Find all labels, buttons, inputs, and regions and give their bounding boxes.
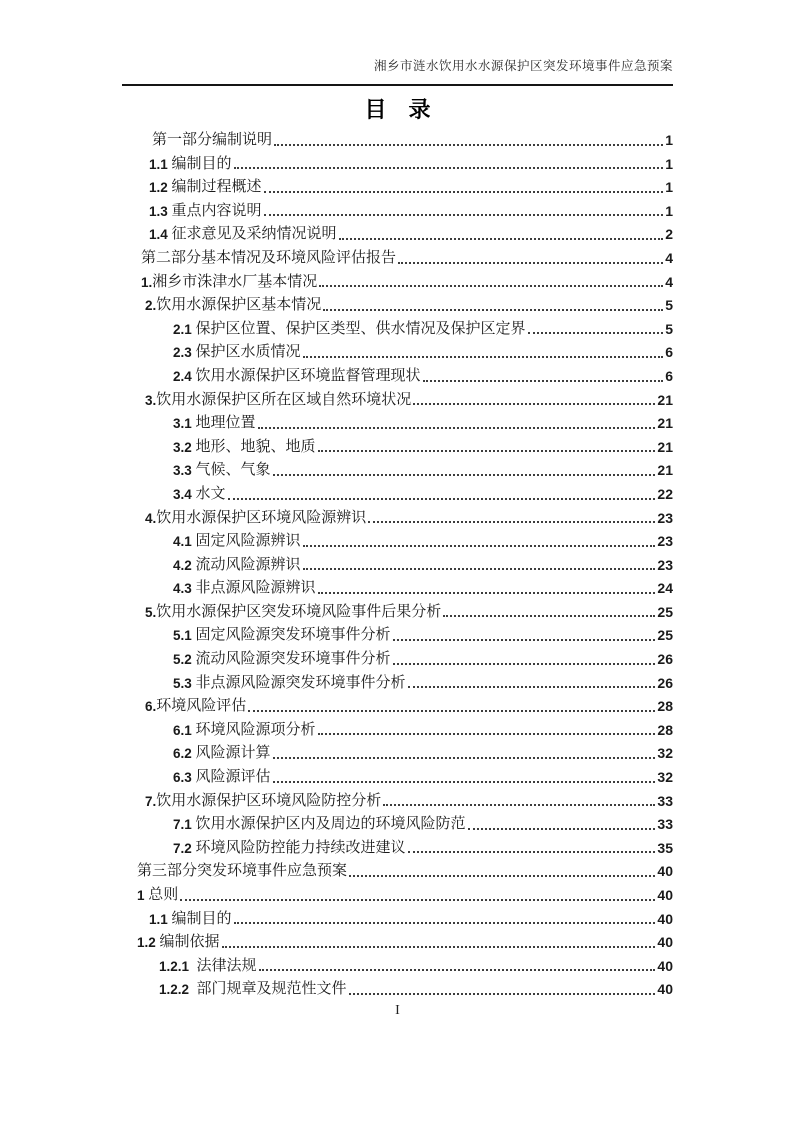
toc-entry-page: 1 xyxy=(665,179,673,196)
toc-entry-number: 3.1 xyxy=(173,416,196,432)
header-divider-line xyxy=(122,84,673,86)
toc-entry-number: 6.2 xyxy=(173,746,196,762)
toc-entry-label: 重点内容说明 xyxy=(171,202,262,219)
toc-entry[interactable] xyxy=(122,554,673,578)
running-header-title: 湘乡市涟水饮用水水源保护区突发环境事件应急预案 xyxy=(373,59,673,73)
dot-leader xyxy=(178,884,657,908)
toc-entry[interactable] xyxy=(122,719,673,743)
toc-entry-number: 5.2 xyxy=(173,652,196,668)
dot-leader xyxy=(347,978,658,1002)
toc-entry[interactable] xyxy=(122,530,673,554)
toc-entry-page: 23 xyxy=(657,533,673,550)
toc-entry-label: 风险源评估 xyxy=(195,769,271,786)
toc-entry-number: 2.4 xyxy=(173,368,196,384)
toc-entry[interactable] xyxy=(122,365,673,389)
toc-entry-number: 1.2 xyxy=(149,180,172,196)
toc-entry-number: 5.1 xyxy=(173,628,196,644)
toc-entry-label: 环境风险防控能力持续改进建议 xyxy=(195,839,406,856)
dot-leader xyxy=(526,318,666,342)
toc-entry-number: 1.2.1 xyxy=(159,958,197,974)
toc-entry-page: 1 xyxy=(665,132,673,148)
toc-entry-number: 3.3 xyxy=(173,463,196,479)
toc-entry-number: 6. xyxy=(145,699,157,715)
dot-leader xyxy=(366,507,657,531)
toc-list xyxy=(122,129,673,1002)
toc-entry-number: 5. xyxy=(145,604,157,620)
toc-entry-page: 40 xyxy=(657,910,673,927)
dot-leader xyxy=(226,483,658,507)
toc-entry-label: 流动风险源辨识 xyxy=(195,556,301,573)
toc-entry-label: 保护区水质情况 xyxy=(195,344,301,361)
toc-entry-label: 法律法规 xyxy=(196,957,257,974)
toc-entry-page: 25 xyxy=(657,603,673,620)
toc-entry-label: 饮用水源保护区所在区域自然环境状况 xyxy=(156,391,412,408)
toc-entry[interactable] xyxy=(122,436,673,460)
page-content xyxy=(122,0,673,1018)
dot-leader xyxy=(411,389,657,413)
toc-entry-label: 饮用水源保护区内及周边的环境风险防范 xyxy=(195,816,466,833)
dot-leader xyxy=(272,129,665,153)
dot-leader xyxy=(396,247,665,271)
dot-leader xyxy=(316,719,658,743)
toc-entry-label: 征求意见及采纳情况说明 xyxy=(171,226,337,243)
dot-leader xyxy=(391,648,658,672)
toc-entry-number: 7.2 xyxy=(173,840,196,856)
toc-entry-number: 6.3 xyxy=(173,770,196,786)
toc-entry[interactable] xyxy=(122,978,673,1002)
toc-entry[interactable] xyxy=(122,223,673,247)
toc-entry[interactable] xyxy=(122,129,673,153)
toc-entry-label: 编制过程概述 xyxy=(171,179,262,196)
toc-entry-page: 4 xyxy=(665,249,673,266)
toc-entry-page: 5 xyxy=(665,297,673,314)
dot-leader xyxy=(271,459,658,483)
toc-entry-page: 40 xyxy=(657,863,673,880)
toc-entry-number: 2. xyxy=(145,298,157,314)
dot-leader xyxy=(301,530,658,554)
toc-entry-page: 6 xyxy=(665,344,673,361)
toc-entry[interactable] xyxy=(122,955,673,979)
toc-entry[interactable] xyxy=(122,884,673,908)
toc-entry[interactable] xyxy=(122,153,673,177)
toc-entry-page: 21 xyxy=(657,438,673,455)
toc-entry[interactable] xyxy=(122,742,673,766)
toc-entry-number: 1.2.2 xyxy=(159,982,197,998)
dot-leader xyxy=(271,766,658,790)
toc-entry-page: 22 xyxy=(657,485,673,502)
toc-entry-number: 1.2 xyxy=(137,935,160,951)
toc-entry-page: 5 xyxy=(665,320,673,337)
toc-entry-page: 1 xyxy=(665,155,673,172)
dot-leader xyxy=(257,955,658,979)
toc-entry-number: 1.1 xyxy=(149,911,172,927)
dot-leader xyxy=(321,294,665,318)
toc-entry-label: 饮用水源保护区突发环境风险事件后果分析 xyxy=(156,603,442,620)
toc-entry-page: 26 xyxy=(657,651,673,668)
toc-entry-number: 4.1 xyxy=(173,534,196,550)
toc-entry-label: 总则 xyxy=(148,887,179,903)
toc-entry-page: 28 xyxy=(657,721,673,738)
toc-entry-page: 23 xyxy=(657,556,673,573)
toc-entry[interactable] xyxy=(122,247,673,271)
toc-entry[interactable] xyxy=(122,200,673,224)
toc-entry-label: 编制依据 xyxy=(159,934,220,951)
dot-leader xyxy=(421,365,666,389)
toc-entry-label: 地理位置 xyxy=(195,415,256,432)
toc-entry-page: 1 xyxy=(665,202,673,219)
toc-entry[interactable] xyxy=(122,507,673,531)
toc-entry-number: 2.3 xyxy=(173,345,196,361)
toc-entry-page: 6 xyxy=(665,367,673,384)
dot-leader xyxy=(232,908,658,932)
toc-entry-number: 3.2 xyxy=(173,439,196,455)
toc-entry-page: 21 xyxy=(657,391,673,408)
toc-entry-label: 第一部分编制说明 xyxy=(152,132,273,148)
toc-entry[interactable] xyxy=(122,813,673,837)
toc-entry[interactable] xyxy=(122,860,673,884)
toc-entry[interactable] xyxy=(122,294,673,318)
dot-leader xyxy=(316,436,658,460)
dot-leader xyxy=(256,412,658,436)
toc-entry[interactable] xyxy=(122,624,673,648)
toc-entry-page: 21 xyxy=(657,462,673,479)
toc-entry-label: 编制目的 xyxy=(171,910,232,927)
toc-entry-label: 第二部分基本情况及环境风险评估报告 xyxy=(141,249,397,266)
dot-leader xyxy=(317,271,665,295)
toc-entry-label: 环境风险源项分析 xyxy=(195,721,316,738)
toc-entry-number: 4.3 xyxy=(173,581,196,597)
toc-entry-page: 35 xyxy=(657,839,673,856)
toc-entry[interactable] xyxy=(122,695,673,719)
dot-leader xyxy=(301,341,666,365)
toc-entry-number: 6.1 xyxy=(173,722,196,738)
toc-entry-page: 4 xyxy=(665,273,673,290)
toc-entry[interactable] xyxy=(122,672,673,696)
dot-leader xyxy=(271,742,658,766)
toc-entry[interactable] xyxy=(122,931,673,955)
toc-entry-label: 部门规章及规范性文件 xyxy=(196,981,347,998)
toc-entry-number: 4.2 xyxy=(173,557,196,573)
toc-entry-page: 2 xyxy=(665,226,673,243)
toc-entry-page: 40 xyxy=(657,934,673,951)
toc-entry-label: 环境风险评估 xyxy=(156,698,247,715)
toc-entry-page: 24 xyxy=(657,580,673,597)
toc-entry[interactable] xyxy=(122,483,673,507)
toc-entry-label: 固定风险源辨识 xyxy=(195,533,301,550)
toc-entry-number: 1.4 xyxy=(149,227,172,243)
toc-title: 目 录 xyxy=(364,97,431,122)
toc-entry-number: 1.3 xyxy=(149,203,172,219)
dot-leader xyxy=(232,153,666,177)
toc-entry-number: 1.1 xyxy=(149,156,172,172)
toc-entry[interactable] xyxy=(122,459,673,483)
dot-leader xyxy=(347,860,657,884)
toc-entry-label: 湘乡市洙津水厂基本情况 xyxy=(152,273,318,290)
toc-entry-number: 2.1 xyxy=(173,321,196,337)
toc-entry-label: 非点源风险源辨识 xyxy=(195,580,316,597)
toc-entry[interactable] xyxy=(122,341,673,365)
toc-entry-page: 23 xyxy=(657,509,673,526)
toc-entry-label: 风险源计算 xyxy=(195,745,271,762)
toc-entry-number: 3.4 xyxy=(173,486,196,502)
toc-entry-page: 40 xyxy=(657,981,673,998)
dot-leader xyxy=(262,176,666,200)
toc-entry-label: 第三部分突发环境事件应急预案 xyxy=(137,863,348,880)
toc-entry-label: 流动风险源突发环境事件分析 xyxy=(195,651,391,668)
toc-entry[interactable] xyxy=(122,766,673,790)
toc-entry-number: 4. xyxy=(145,510,157,526)
toc-entry-number: 3. xyxy=(145,392,157,408)
toc-entry-label: 固定风险源突发环境事件分析 xyxy=(195,627,391,644)
toc-entry-page: 26 xyxy=(657,674,673,691)
dot-leader xyxy=(391,624,658,648)
toc-entry-label: 保护区位置、保护区类型、供水情况及保护区定界 xyxy=(195,320,526,337)
dot-leader xyxy=(406,837,658,861)
dot-leader xyxy=(220,931,658,955)
toc-entry[interactable] xyxy=(122,790,673,814)
dot-leader xyxy=(441,601,657,625)
dot-leader xyxy=(262,200,666,224)
toc-entry[interactable] xyxy=(122,389,673,413)
toc-entry-number: 1 xyxy=(137,888,149,903)
dot-leader xyxy=(301,554,658,578)
toc-entry-page: 40 xyxy=(657,957,673,974)
toc-entry-page: 28 xyxy=(657,698,673,715)
toc-entry-number: 7.1 xyxy=(173,817,196,833)
toc-entry[interactable] xyxy=(122,648,673,672)
toc-entry-page: 33 xyxy=(657,816,673,833)
toc-entry-label: 饮用水源保护区基本情况 xyxy=(156,297,322,314)
toc-entry-number: 5.3 xyxy=(173,675,196,691)
dot-leader xyxy=(246,695,657,719)
toc-entry-page: 32 xyxy=(657,745,673,762)
toc-entry-number: 1. xyxy=(141,274,153,290)
toc-entry[interactable] xyxy=(122,318,673,342)
toc-entry[interactable] xyxy=(122,176,673,200)
dot-leader xyxy=(337,223,666,247)
dot-leader xyxy=(406,672,658,696)
toc-entry[interactable] xyxy=(122,577,673,601)
toc-entry[interactable] xyxy=(122,837,673,861)
toc-entry-page: 21 xyxy=(657,415,673,432)
dot-leader xyxy=(466,813,658,837)
toc-entry-label: 非点源风险源突发环境事件分析 xyxy=(195,674,406,691)
footer-page-number: I xyxy=(395,1003,400,1018)
toc-entry-page: 25 xyxy=(657,627,673,644)
toc-entry-label: 地形、地貌、地质 xyxy=(195,438,316,455)
toc-entry-page: 32 xyxy=(657,769,673,786)
toc-entry[interactable] xyxy=(122,412,673,436)
toc-entry-label: 饮用水源保护区环境风险防控分析 xyxy=(156,792,382,809)
dot-leader xyxy=(381,790,657,814)
toc-entry-label: 编制目的 xyxy=(171,155,232,172)
toc-entry-page: 40 xyxy=(657,887,673,903)
toc-entry-label: 气候、气象 xyxy=(195,462,271,479)
toc-entry-label: 饮用水源保护区环境风险源辨识 xyxy=(156,509,367,526)
toc-entry-number: 7. xyxy=(145,793,157,809)
toc-entry[interactable] xyxy=(122,271,673,295)
toc-entry-label: 饮用水源保护区环境监督管理现状 xyxy=(195,367,421,384)
toc-entry-page: 33 xyxy=(657,792,673,809)
toc-entry[interactable] xyxy=(122,908,673,932)
dot-leader xyxy=(316,577,658,601)
toc-entry[interactable] xyxy=(122,601,673,625)
toc-entry-label: 水文 xyxy=(195,485,226,502)
